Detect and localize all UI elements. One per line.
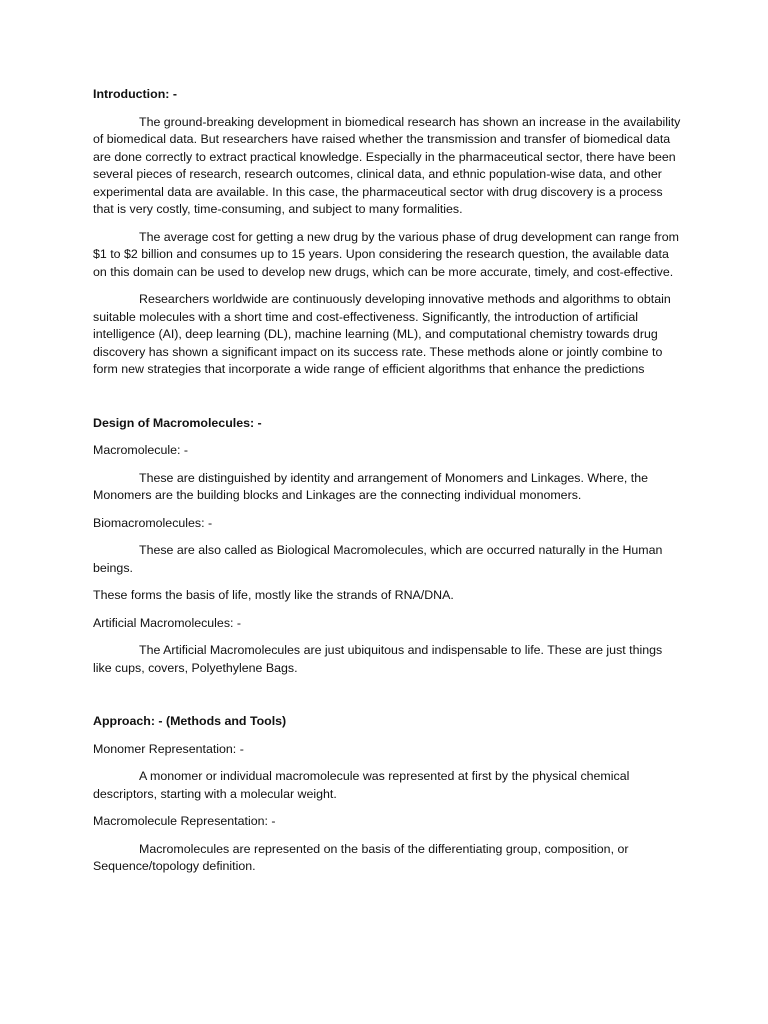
biomacromolecules-text: These are also called as Biological Macromolecules, which are occurred naturally in the Human beings. [93, 543, 663, 575]
monomer-representation-text: A monomer or individual macromolecule was represented at first by the physical chemical descriptors, starting with a molecular weight. [93, 769, 630, 801]
introduction-heading: Introduction: - [93, 87, 177, 101]
macromolecule-representation-text: Macromolecules are represented on the basis of the differentiating group, composition, or Sequence/topology definition. [93, 841, 629, 873]
macromolecule-label: Macromolecule: - [93, 443, 189, 457]
design-heading: Design of Macromolecules: - [93, 415, 262, 430]
section-gap [93, 687, 683, 713]
monomer-representation-label: Monomer Representation: - [93, 741, 244, 756]
macromolecule-representation-label: Macromolecule Representation: - [93, 814, 276, 828]
document-page [93, 86, 683, 886]
macromolecule-text: These are distinguished by identity and arrangement of Monomers and Linkages. Where, the Monomers are the building blocks and Linkages are the connecting individual monomers. [93, 470, 648, 502]
intro-paragraph-1: The ground-breaking development in biomedical research has shown an increase in the availability of biomedical data. But researchers have raised whether the transmission and transfer of biomedical data are done correctly to extract practical knowledge. Especially in the pharmaceutical sector, there have been several pieces of research, research outcomes, clinical data, and ethnic population-wise data, and other experimental data are available. In this case, the pharmaceutical sector with drug discovery is a process that is very costly, time-consuming, and subject to many formalities. [93, 114, 681, 216]
biomacromolecules-extra: These forms the basis of life, mostly like the strands of RNA/DNA. [93, 588, 454, 602]
approach-heading: Approach: - (Methods and Tools) [93, 714, 287, 728]
artificial-macromolecules-label: Artificial Macromolecules: - [93, 615, 242, 630]
intro-paragraph-2: The average cost for getting a new drug by the various phase of drug development can range from $1 to $2 billion and consumes up to 15 years. Upon considering the research question, the available data on this domain can be used to develop new drugs, which can be more accurate, timely, and cost-effective. [93, 229, 680, 279]
intro-paragraph-3: Researchers worldwide are continuously developing innovative methods and algorithms to obtain suitable molecules with a short time and cost-effectiveness. Significantly, the introduction of artificial intelligence (AI), deep learning (DL), machine learning (ML), and computational chemistry towards drug discovery has shown a significant impact on its success rate. These methods alone or jointly combine to form new strategies that incorporate a wide range of efficient algorithms that enhance the predictions [93, 292, 671, 376]
artificial-macromolecules-text: The Artificial Macromolecules are just ubiquitous and indispensable to life. These are just things like cups, covers, Polyethylene Bags. [93, 643, 663, 675]
biomacromolecules-label: Biomacromolecules: - [93, 515, 213, 530]
section-gap [93, 389, 683, 415]
